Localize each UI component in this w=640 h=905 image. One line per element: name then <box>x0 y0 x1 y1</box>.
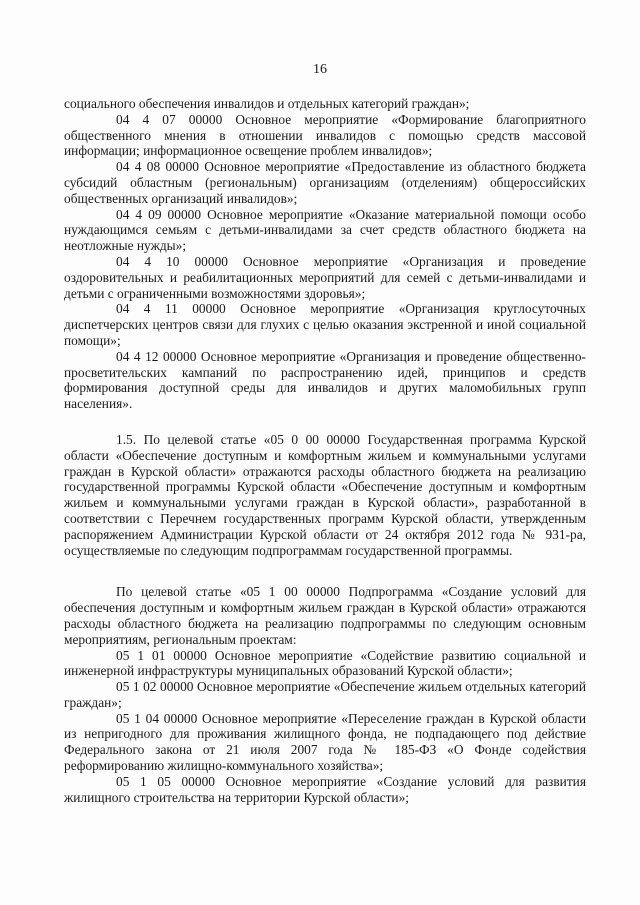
document-body <box>64 96 586 805</box>
paragraph-item-04-4-10: 04 4 10 00000 Основное мероприятие «Организация и проведение оздоровительных и реабилитационных мероприятий для семей с детьми-инвалидами и детьми с ограниченными возможностями здоровья»; <box>64 253 586 301</box>
paragraph-item-04-4-08: 04 4 08 00000 Основное мероприятие «Предоставление из областного бюджета субсидий областным (региональным) организациям (отделениям) общероссийских общественных организаций инвалидов»; <box>64 159 586 206</box>
paragraph-item-04-4-12: 04 4 12 00000 Основное мероприятие «Организация и проведение общественно-просветительских кампаний по распространению идей, принципов и средств формирования доступной среды для инвалидов и других маломобильных групп населения». <box>64 348 586 412</box>
paragraph-item-04-4-09: 04 4 09 00000 Основное мероприятие «Оказание материальной помощи особо нуждающимся семьям с детьми-инвалидами за счет средств областного бюджета на неотложные нужды»; <box>64 206 586 254</box>
page-number: 16 <box>313 62 327 77</box>
paragraph-item-05-1-02: 05 1 02 00000 Основное мероприятие «Обеспечение жильем отдельных категорий граждан»; <box>64 679 586 710</box>
paragraph-continuation: социального обеспечения инвалидов и отдельных категорий граждан»; <box>64 96 470 111</box>
paragraph-subprogram-05-1: По целевой статье «05 1 00 00000 Подпрограмма «Создание условий для обеспечения доступным и комфортным жильем граждан в Курской области» отражаются расходы областного бюджета на реализацию подпрограммы по следующим основным мероприятиям, региональным проектам: <box>64 584 586 647</box>
paragraph-section-1-5: 1.5. По целевой статье «05 0 00 00000 Государственная программа Курской области «Обеспечение доступным и комфортным жильем и коммунальными услугами граждан в Курской области» отражаются расходы областного бюджета на реализацию государственной программы Курской области «Обеспечение доступным и комфортным жильем и коммунальными услугами граждан в Курской области», разработанной в соответствии с Перечнем государственных программ Курской области, утвержденным распоряжением Администрации Курской области от 24 октября 2012 года № 931-ра, осуществляемые по следующим подпрограммам государственной программы. <box>64 431 586 558</box>
paragraph-item-05-1-05: 05 1 05 00000 Основное мероприятие «Создание условий для развития жилищного строительства на территории Курской области»; <box>64 773 586 805</box>
paragraph-item-05-1-04: 05 1 04 00000 Основное мероприятие «Переселение граждан в Курской области из непригодного для проживания жилищного фонда, не подпадающего под действие Федерального закона от 21 июля 2007 года № 185-ФЗ «О Фонде содействия реформированию жилищно-коммунального хозяйства»; <box>64 710 586 774</box>
paragraph-item-04-4-07: 04 4 07 00000 Основное мероприятие «Формирование благоприятного общественного мнения в отношении инвалидов с помощью средств массовой информации; информационное освещение проблем инвалидов»; <box>64 111 586 159</box>
paragraph-item-04-4-11: 04 4 11 00000 Основное мероприятие «Организация круглосуточных диспетчерских центров связи для глухих с целью оказания экстренной и иной социальной помощи»; <box>64 301 586 348</box>
paragraph-item-05-1-01: 05 1 01 00000 Основное мероприятие «Содействие развитию социальной и инженерной инфраструктуры муниципальных образований Курской области»; <box>64 647 586 679</box>
